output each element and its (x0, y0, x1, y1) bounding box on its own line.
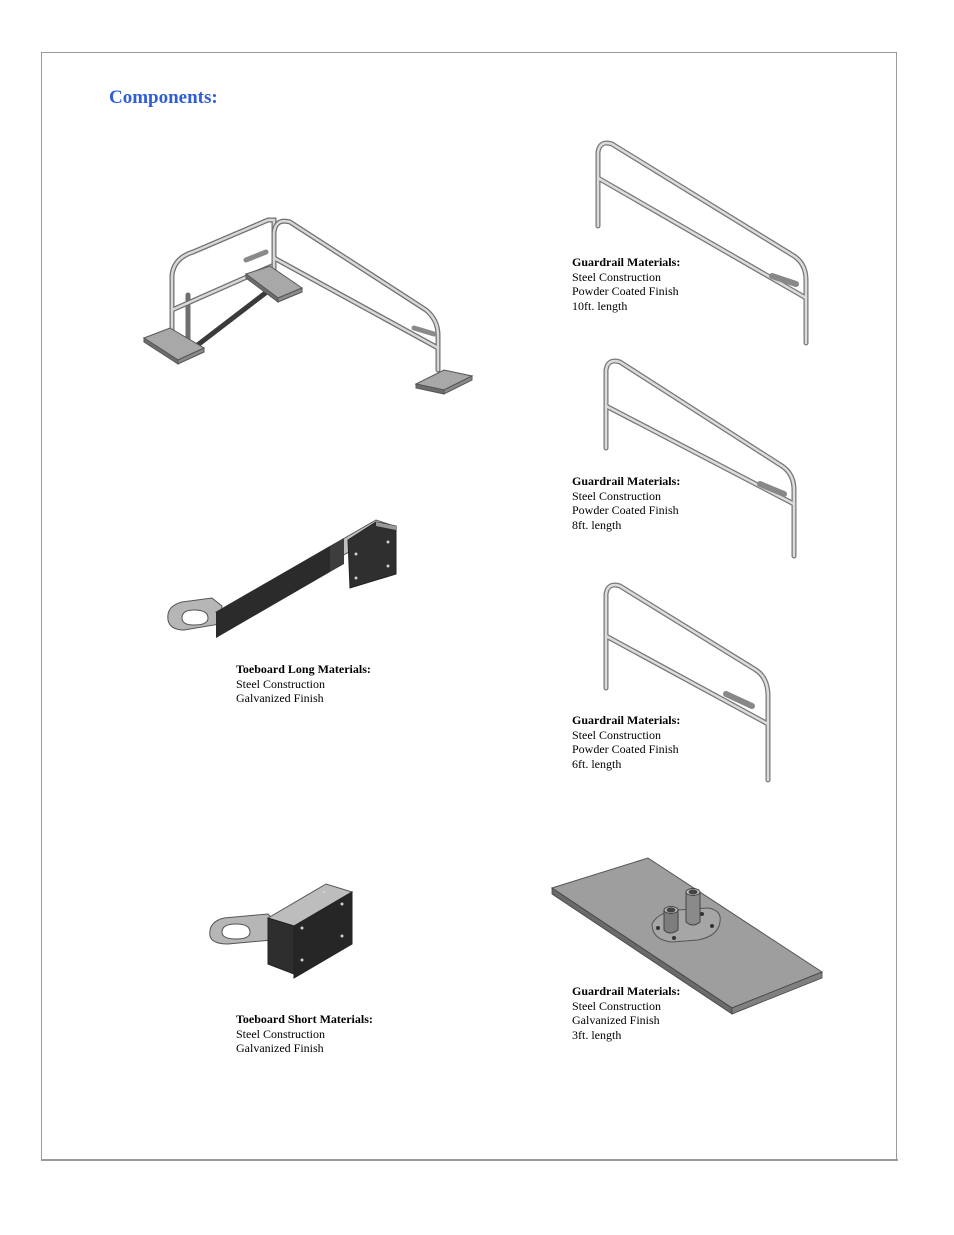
caption-line: Steel Construction (572, 998, 661, 1013)
caption-line: 6ft. length (572, 756, 622, 771)
page-title: Components: (109, 87, 218, 108)
toeboard-short-image (206, 880, 356, 980)
guardrail-3ft-caption (572, 984, 680, 1042)
caption-line: Steel Construction (236, 1026, 325, 1041)
toeboard-short-caption (236, 1012, 373, 1056)
caption-heading: Toeboard Long Materials: (236, 662, 371, 676)
toeboard-long-caption (236, 662, 371, 706)
caption-line: Steel Construction (572, 727, 661, 742)
caption-line: 3ft. length (572, 1027, 622, 1042)
caption-line: Galvanized Finish (236, 691, 324, 705)
guardrail-10ft-caption (572, 255, 680, 313)
guardrail-6ft-caption (572, 713, 680, 771)
toeboard-long-image (164, 512, 414, 642)
caption-heading: Toeboard Short Materials: (236, 1012, 373, 1026)
caption-line: Powder Coated Finish (572, 742, 679, 756)
caption-line: Steel Construction (236, 676, 325, 691)
caption-line: Galvanized Finish (572, 1013, 660, 1027)
frame-bottom-rule (41, 1159, 898, 1161)
guardrail-10ft-image (588, 138, 814, 348)
caption-line: Powder Coated Finish (572, 284, 679, 298)
caption-line: 8ft. length (572, 517, 622, 532)
caption-line: Steel Construction (572, 269, 661, 284)
caption-line: 10ft. length (572, 298, 628, 313)
caption-heading: Guardrail Materials: (572, 984, 681, 998)
caption-heading: Guardrail Materials: (572, 713, 681, 727)
guardrail-assembly-image (138, 210, 478, 410)
guardrail-8ft-caption (572, 474, 680, 532)
caption-heading: Guardrail Materials: (572, 255, 681, 269)
caption-line: Galvanized Finish (236, 1041, 324, 1055)
caption-heading: Guardrail Materials: (572, 474, 681, 488)
caption-line: Steel Construction (572, 488, 661, 503)
caption-line: Powder Coated Finish (572, 503, 679, 517)
